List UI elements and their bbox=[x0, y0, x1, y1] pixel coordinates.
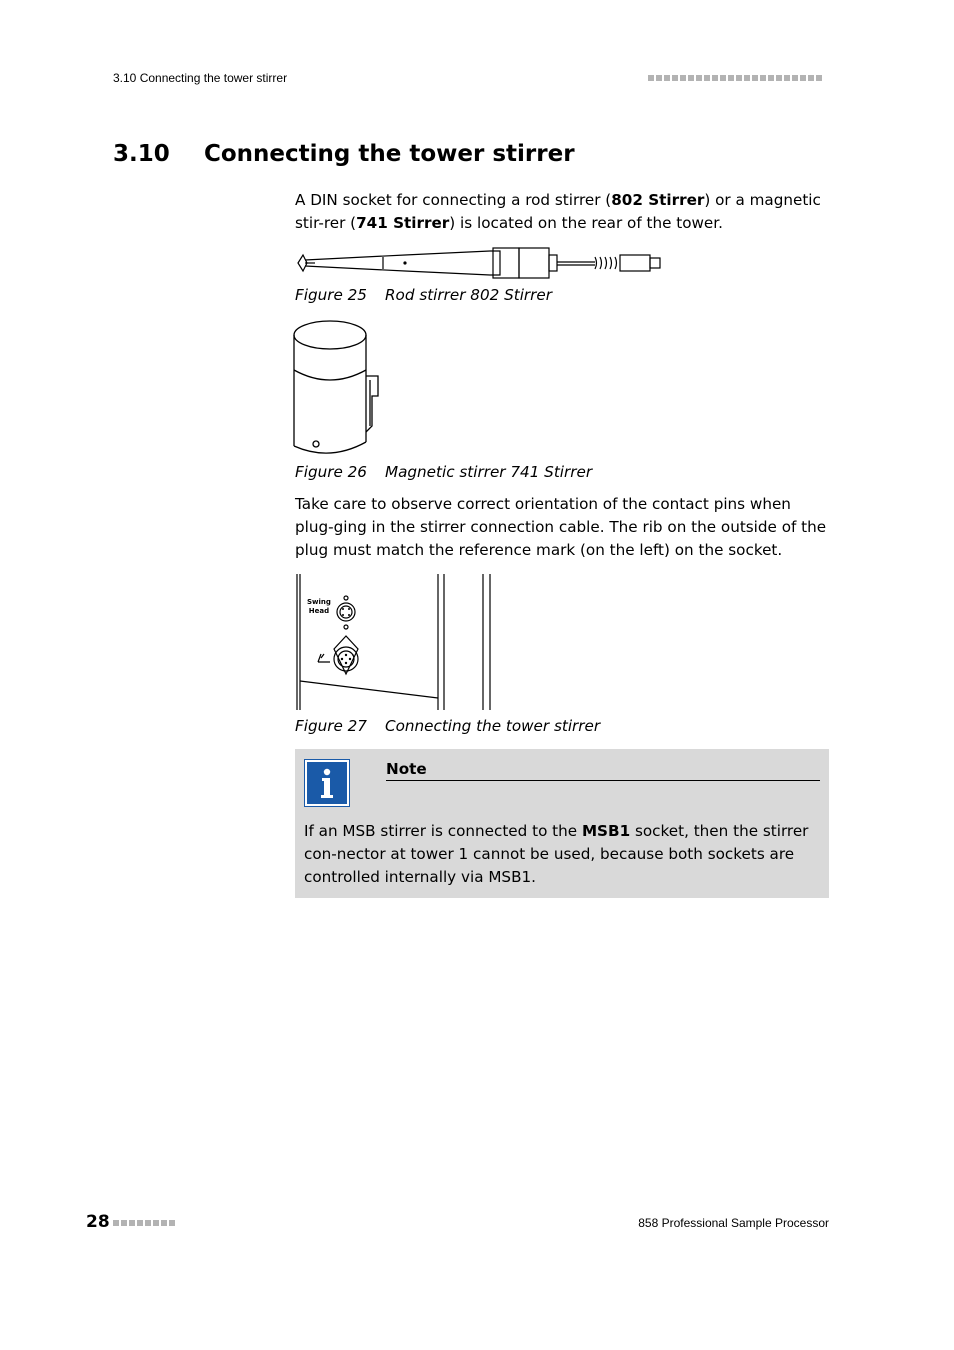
section-heading bbox=[113, 141, 575, 167]
note-text bbox=[304, 820, 824, 889]
intro-text-1: A DIN socket for connecting a rod stirrer ( bbox=[295, 191, 612, 209]
rod-stirrer-figure bbox=[295, 243, 665, 283]
intro-text-2: ) or a magnetic stir-rer ( bbox=[295, 191, 821, 232]
intro-bold-1: 802 Stirrer bbox=[611, 191, 705, 209]
running-header: 3.10 Connecting the tower stirrer bbox=[113, 71, 288, 85]
intro-bold-2: 741 Stirrer bbox=[356, 214, 450, 232]
note-text-2: socket, then the stirrer con-nector at tower 1 cannot be used, because both sockets are controlled internally via MSB1. bbox=[304, 822, 809, 886]
tower-socket-figure bbox=[293, 574, 498, 714]
head-label: Head bbox=[308, 607, 330, 615]
product-name: 858 Professional Sample Processor bbox=[638, 1216, 829, 1230]
note-bold: MSB1 bbox=[581, 822, 631, 840]
figure-25-caption bbox=[295, 286, 552, 304]
figure-caption-text: Magnetic stirrer 741 Stirrer bbox=[385, 463, 593, 481]
magnetic-stirrer-figure bbox=[292, 318, 387, 460]
figure-label: Figure 27 bbox=[295, 717, 367, 735]
intro-text-3: ) is located on the rear of the tower. bbox=[449, 214, 723, 232]
section-title: Connecting the tower stirrer bbox=[204, 141, 575, 167]
page-number: 28 bbox=[86, 1212, 110, 1232]
note-divider bbox=[386, 780, 820, 781]
swing-head-label bbox=[307, 598, 331, 616]
note-title: Note bbox=[386, 760, 427, 778]
info-icon bbox=[304, 759, 350, 807]
figure-label: Figure 25 bbox=[295, 286, 367, 304]
swing-label: Swing bbox=[307, 598, 331, 606]
note-text-1: If an MSB stirrer is connected to the bbox=[304, 822, 582, 840]
section-number: 3.10 bbox=[113, 141, 170, 167]
intro-paragraph bbox=[295, 189, 830, 235]
header-dots bbox=[648, 75, 822, 81]
figure-caption-text: Rod stirrer 802 Stirrer bbox=[385, 286, 553, 304]
figure-26-caption bbox=[295, 463, 592, 481]
figure-label: Figure 26 bbox=[295, 463, 367, 481]
orientation-paragraph: Take care to observe correct orientation of the contact pins when plug-ging in the stirrer connection cable. The rib on the outside of the plug must match the reference mark (on the left) on the socket. bbox=[295, 495, 827, 559]
figure-caption-text: Connecting the tower stirrer bbox=[385, 717, 601, 735]
footer-dots bbox=[113, 1220, 175, 1226]
figure-27-caption bbox=[295, 717, 600, 735]
